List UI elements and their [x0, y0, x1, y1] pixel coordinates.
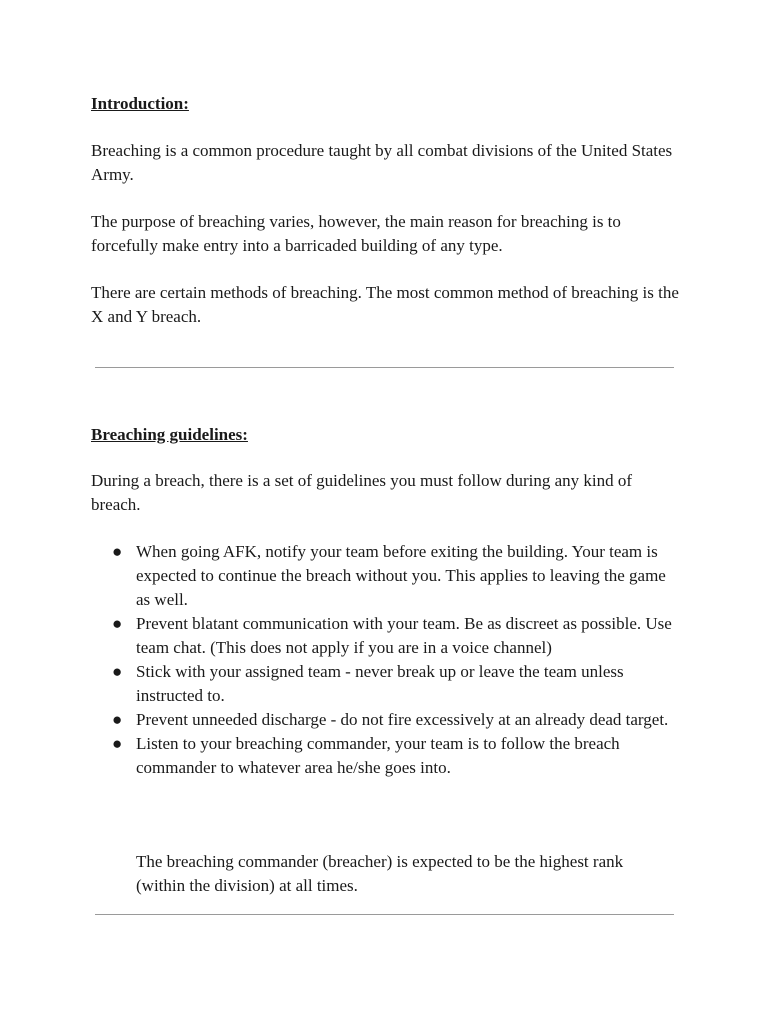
bullet-icon: ● [112, 662, 123, 681]
guideline-text: Prevent unneeded discharge - do not fire excessively at an already dead target. [136, 710, 669, 729]
introduction-heading: Introduction: [91, 94, 189, 113]
section-divider [95, 367, 674, 368]
guideline-text: Prevent blatant communication with your team. Be as discreet as possible. Use team chat. (This does not apply if you are in a voice channel) [136, 614, 672, 657]
guideline-item [91, 732, 681, 780]
guidelines-list [91, 540, 681, 780]
guideline-item [91, 660, 681, 708]
breaching-guidelines-heading: Breaching guidelines: [91, 425, 248, 444]
bullet-icon: ● [112, 614, 123, 633]
guideline-item [91, 708, 681, 732]
section-divider [95, 914, 674, 915]
guideline-text: Stick with your assigned team - never break up or leave the team unless instructed to. [136, 662, 624, 705]
intro-paragraph-2: The purpose of breaching varies, however, the main reason for breaching is to forcefully make entry into a barricaded building of any type. [91, 212, 621, 255]
intro-paragraph-3: There are certain methods of breaching. The most common method of breaching is the X and Y breach. [91, 283, 679, 326]
bullet-icon: ● [112, 542, 123, 561]
guideline-text: When going AFK, notify your team before exiting the building. Your team is expected to continue the breach without you. This applies to leaving the game as well. [136, 542, 666, 609]
guidelines-lead-paragraph: During a breach, there is a set of guidelines you must follow during any kind of breach. [91, 471, 633, 514]
bullet-icon: ● [112, 710, 123, 729]
bullet-icon: ● [112, 734, 123, 753]
intro-paragraph-1: Breaching is a common procedure taught by all combat divisions of the United States Army. [91, 141, 673, 184]
breacher-note: The breaching commander (breacher) is expected to be the highest rank (within the division) at all times. [136, 852, 624, 895]
guideline-item [91, 540, 681, 612]
guideline-text: Listen to your breaching commander, your team is to follow the breach commander to whatever area he/she goes into. [136, 734, 620, 777]
guideline-item [91, 612, 681, 660]
